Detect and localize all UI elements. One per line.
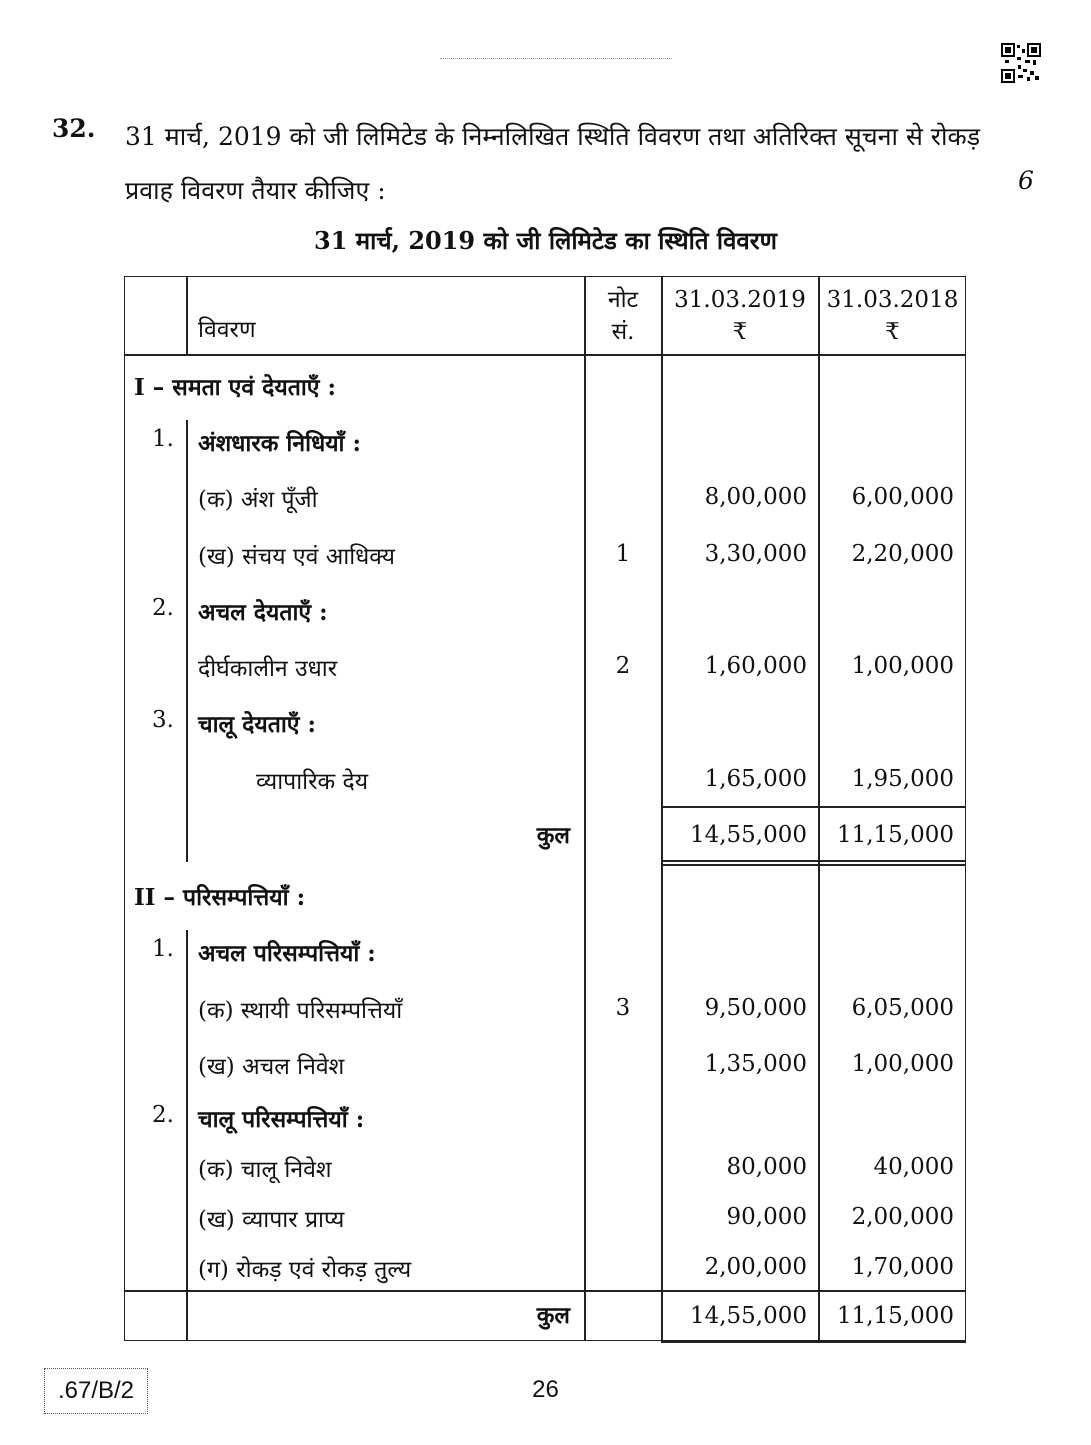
note-number: 3 (615, 995, 631, 1021)
row-non-current-assets: अचल परिसम्पत्तियाँ : (198, 940, 376, 967)
note-number: 1 (615, 541, 631, 567)
row-non-current-liabilities: अचल देयताएँ : (198, 599, 328, 626)
row-number: 2. (152, 595, 174, 621)
section-assets: II – परिसम्पत्तियाँ : (134, 884, 306, 911)
value-2018: 1,00,000 (851, 1051, 954, 1077)
header-note: नोट सं. (607, 287, 639, 345)
value-2019: 1,35,000 (704, 1051, 807, 1077)
total-label: कुल (536, 822, 570, 849)
statement-title: 31 मार्च, 2019 को जी लिमिटेड का स्थिति विवरण (314, 226, 777, 255)
note-number: 2 (615, 653, 631, 679)
row-shareholders-funds: अंशधारक निधियाँ : (198, 430, 362, 457)
value-2019: 8,00,000 (704, 484, 807, 510)
row-cash-equivalents: (ग) रोकड़ एवं रोकड़ तुल्य (198, 1257, 412, 1283)
value-2019: 3,30,000 (704, 541, 807, 567)
header-particulars: विवरण (198, 317, 256, 343)
value-2018: 1,00,000 (851, 653, 954, 679)
value-2018: 2,20,000 (851, 541, 954, 567)
row-reserves-surplus: (ख) संचय एवं आधिक्य (198, 544, 395, 570)
total-2019: 14,55,000 (689, 822, 807, 848)
header-2018: 31.03.2018 ₹ (826, 287, 959, 345)
row-long-term-borrowings: दीर्घकालीन उधार (198, 656, 338, 682)
question-number: 32. (52, 114, 96, 143)
header-2019: 31.03.2019 ₹ (674, 287, 806, 345)
total-2018: 11,15,000 (836, 1303, 954, 1329)
question-marks: 6 (1018, 166, 1034, 195)
row-current-assets: चालू परिसम्पत्तियाँ : (198, 1106, 365, 1133)
value-2018: 40,000 (873, 1154, 954, 1180)
value-2018: 1,95,000 (851, 766, 954, 792)
value-2019: 9,50,000 (704, 995, 807, 1021)
row-non-current-investments: (ख) अचल निवेश (198, 1054, 345, 1080)
total-label: कुल (536, 1302, 570, 1329)
value-2018: 1,70,000 (851, 1254, 954, 1280)
value-2018: 2,00,000 (851, 1204, 954, 1230)
row-current-liabilities: चालू देयताएँ : (198, 711, 316, 738)
value-2019: 1,65,000 (704, 766, 807, 792)
row-trade-receivables: (ख) व्यापार प्राप्य (198, 1207, 345, 1233)
section-equity-liabilities: I – समता एवं देयताएँ : (134, 374, 337, 401)
row-fixed-assets: (क) स्थायी परिसम्पत्तियाँ (198, 998, 403, 1024)
value-2019: 1,60,000 (704, 653, 807, 679)
question-text: 31 मार्च, 2019 को जी लिमिटेड के निम्नलिखित स्थिति विवरण तथा अतिरिक्त सूचना से रोकड़ प्रवाह विवरण तैयार कीजिए : (125, 122, 981, 205)
row-number: 1. (152, 426, 174, 452)
total-2018: 11,15,000 (836, 822, 954, 848)
value-2018: 6,05,000 (851, 995, 954, 1021)
value-2019: 2,00,000 (704, 1254, 807, 1280)
row-number: 2. (152, 1102, 174, 1128)
page-number: 26 (532, 1376, 559, 1403)
row-current-investments: (क) चालू निवेश (198, 1157, 332, 1183)
value-2019: 80,000 (726, 1154, 807, 1180)
value-2018: 6,00,000 (851, 484, 954, 510)
row-number: 1. (152, 936, 174, 962)
row-number: 3. (152, 707, 174, 733)
header-code-line (440, 58, 672, 62)
total-2019: 14,55,000 (689, 1303, 807, 1329)
value-2019: 90,000 (726, 1204, 807, 1230)
row-trade-payables: व्यापारिक देय (256, 769, 369, 795)
paper-code: .67/B/2 (44, 1368, 148, 1414)
row-share-capital: (क) अंश पूँजी (198, 487, 318, 513)
qr-code-icon (1001, 43, 1041, 83)
